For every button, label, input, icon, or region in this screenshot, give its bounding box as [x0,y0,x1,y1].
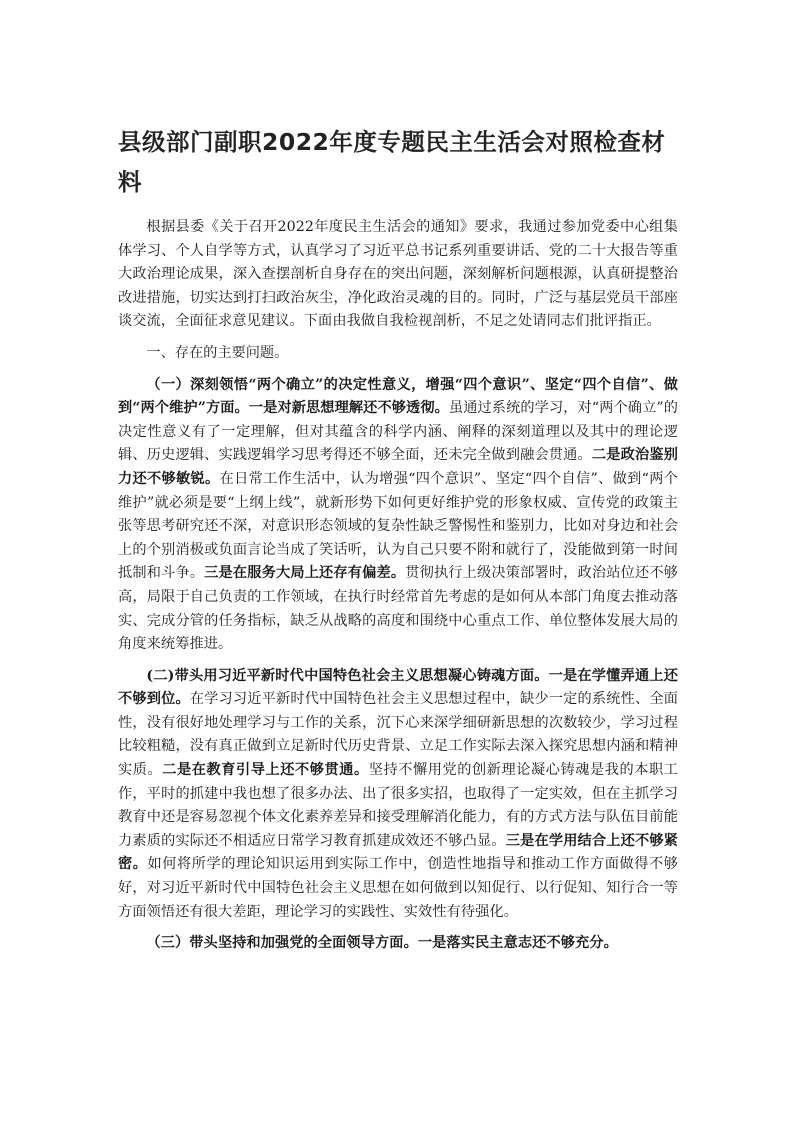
paragraph-2-point3-text: 如何将所学的理论知识运用到实际工作中，创造性地指导和推动工作方面做得不够好，对习近平新时代中国特色社会主义思想在如何做到以知促行、以行促知、知行合一等方面领悟还有很大差距，理论学习的实践性、实效性有待强化。 [118,856,678,920]
paragraph-2-point1-title: 一是在学懂弄通上还不够到位。 [118,667,678,708]
paragraph-2-heading: (二)带头用习近平新时代中国特色社会主义思想凝心铸魂方面。 [146,667,549,684]
paragraph-2-point2-title: 二是在教育引导上还不够贯通。 [162,762,369,779]
paragraph-2 [118,665,678,925]
paragraph-1-point1-title: 一是对新思想理解还不够透彻。 [248,400,449,417]
paragraph-3-heading: （三）带头坚持和加强党的全面领导方面。 [146,935,418,952]
paragraph-1-point2-title: 二是政治鉴别力还不够敏锐。 [118,447,678,487]
paragraph-1-heading: （一）深刻领悟“两个确立”的决定性意义，增强“四个意识”、坚定“四个自信”、做到“两个维护”方面。 [118,376,678,417]
paragraph-1-point3-text: 贯彻执行上级决策部署时，政治站位还不够高，局限于自己负责的工作领域，在执行时经常首先考虑的是如何从本部门角度去推动落实、完成分管的任务指标，缺乏从战略的高度和围绕中心重点工作、单位整体发展大局的角度来统筹推进。 [118,565,678,653]
document-title: 县级部门副职2022年度专题民主生活会对照检查材料 [118,128,666,196]
paragraph-1-point3-title: 三是在服务大局上还存有偏差。 [204,565,406,582]
section-heading-problems: 一、存在的主要问题。 [146,344,289,361]
paragraph-1 [118,374,678,657]
paragraph-2-point2-text: 坚持不懈用党的创新理论凝心铸魂是我的本职工作，平时的抓建中我也想了很多办法、出了很多实招，也取得了一定实效，但在主抓学习教育中还是容易忽视个体文化素养差异和接受理解消化能力，有的方式方法与队伍目前能力素质的实际还不相适应日常学习教育抓建成效还不够凸显。 [118,762,678,849]
paragraph-3 [118,932,678,956]
paragraph-2-point1-text: 在学习习近平新时代中国特色社会主义思想过程中，缺少一定的系统性、全面性，没有很好地处理学习与工作的关系，沉下心来深学细研新思想的次数较少，学习过程比较粗糙，没有真正做到立足新时代历史背景、立足工作实际去深入探究思想内涵和精神实质。 [118,691,678,779]
paragraph-2-point3-title: 三是在学用结合上还不够紧密。 [118,832,679,873]
paragraph-3-point1-title: 一是落实民主意志还不够充分。 [417,935,618,952]
intro-paragraph: 根据县委《关于召开2022年度民主生活会的通知》要求，我通过参加党委中心组集体学习、个人自学等方式，认真学习了习近平总书记系列重要讲话、党的二十大报告等重大政治理论成果，深入查摆剖析自身存在的突出问题，深刻解析问题根源，认真研提整治改进措施，切实达到打扫政治灰尘，净化政治灵魂的目的。同时，广泛与基层党员干部座谈交流，全面征求意见建议。下面由我做自我检视剖析，不足之处请同志们批评指正。 [118,219,678,330]
document-page [118,122,678,964]
paragraph-1-point2-text: 在日常工作生活中，认为增强“四个意识”、坚定“四个自信”、做到“两个维护”就必须是要“上纲上线”，就新形势下如何更好维护党的形象权威、宣传党的政策主张等思考研究还不深，对意识形态领域的复杂性缺乏警惕性和鉴别力，比如对身边和社会上的个别消极或负面言论当成了笑话听，认为自己只要不附和就行了，没能做到第一时间抵制和斗争。 [118,470,679,582]
paragraph-1-point1-text: 虽通过系统的学习，对“两个确立”的决定性意义有了一定理解，但对其蕴含的科学内涵、阐释的深刻道理以及其中的理论逻辑、历史逻辑、实践逻辑学习思考得还不够全面，还未完全做到融会贯通。 [118,400,679,464]
